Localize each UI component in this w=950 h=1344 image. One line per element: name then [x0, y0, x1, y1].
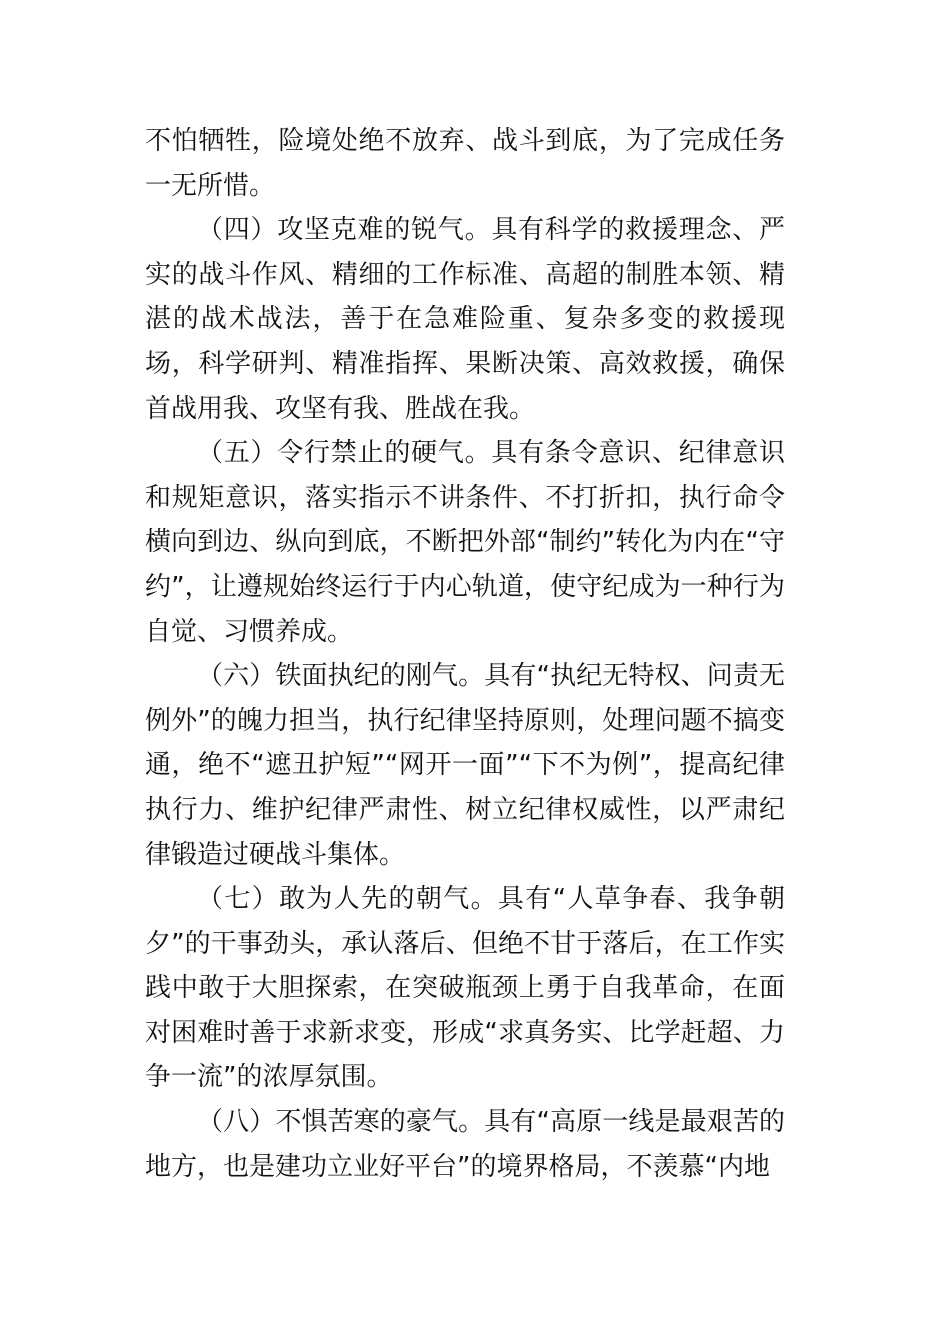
paragraph-section-6: （六）铁面执纪的刚气。具有“执纪无特权、问责无例外”的魄力担当，执行纪律坚持原则，处理问题不搞变通，绝不“遮丑护短”“网开一面”“下不为例”，提高纪律执行力、维护纪律严肃性、树立纪律权威性，以严肃纪律锻造过硬战斗集体。	[145, 661, 785, 870]
paragraph-section-5: （五）令行禁止的硬气。具有条令意识、纪律意识和规矩意识，落实指示不讲条件、不打折扣，执行命令横向到边、纵向到底，不断把外部“制约”转化为内在“守约”，让遵规始终运行于内心轨道，使守纪成为一种行为自觉、习惯养成。	[145, 438, 785, 647]
document-body	[145, 119, 785, 1189]
paragraph-continuation: 不怕牺牲，险境处绝不放弃、战斗到底，为了完成任务一无所惜。	[145, 126, 785, 201]
paragraph-section-4: （四）攻坚克难的锐气。具有科学的救援理念、严实的战斗作风、精细的工作标准、高超的制胜本领、精湛的战术战法，善于在急难险重、复杂多变的救援现场，科学研判、精准指挥、果断决策、高效救援，确保首战用我、攻坚有我、胜战在我。	[145, 215, 785, 424]
paragraph-section-7: （七）敢为人先的朝气。具有“人草争春、我争朝夕”的干事劲头，承认落后、但绝不甘于落后，在工作实践中敢于大胆探索，在突破瓶颈上勇于自我革命，在面对困难时善于求新求变，形成“求真务实、比学赶超、力争一流”的浓厚氛围。	[145, 884, 785, 1093]
paragraph-section-8: （八）不惧苦寒的豪气。具有“高原一线是最艰苦的地方，也是建功立业好平台”的境界格局，不羡慕“内地	[145, 1107, 785, 1182]
